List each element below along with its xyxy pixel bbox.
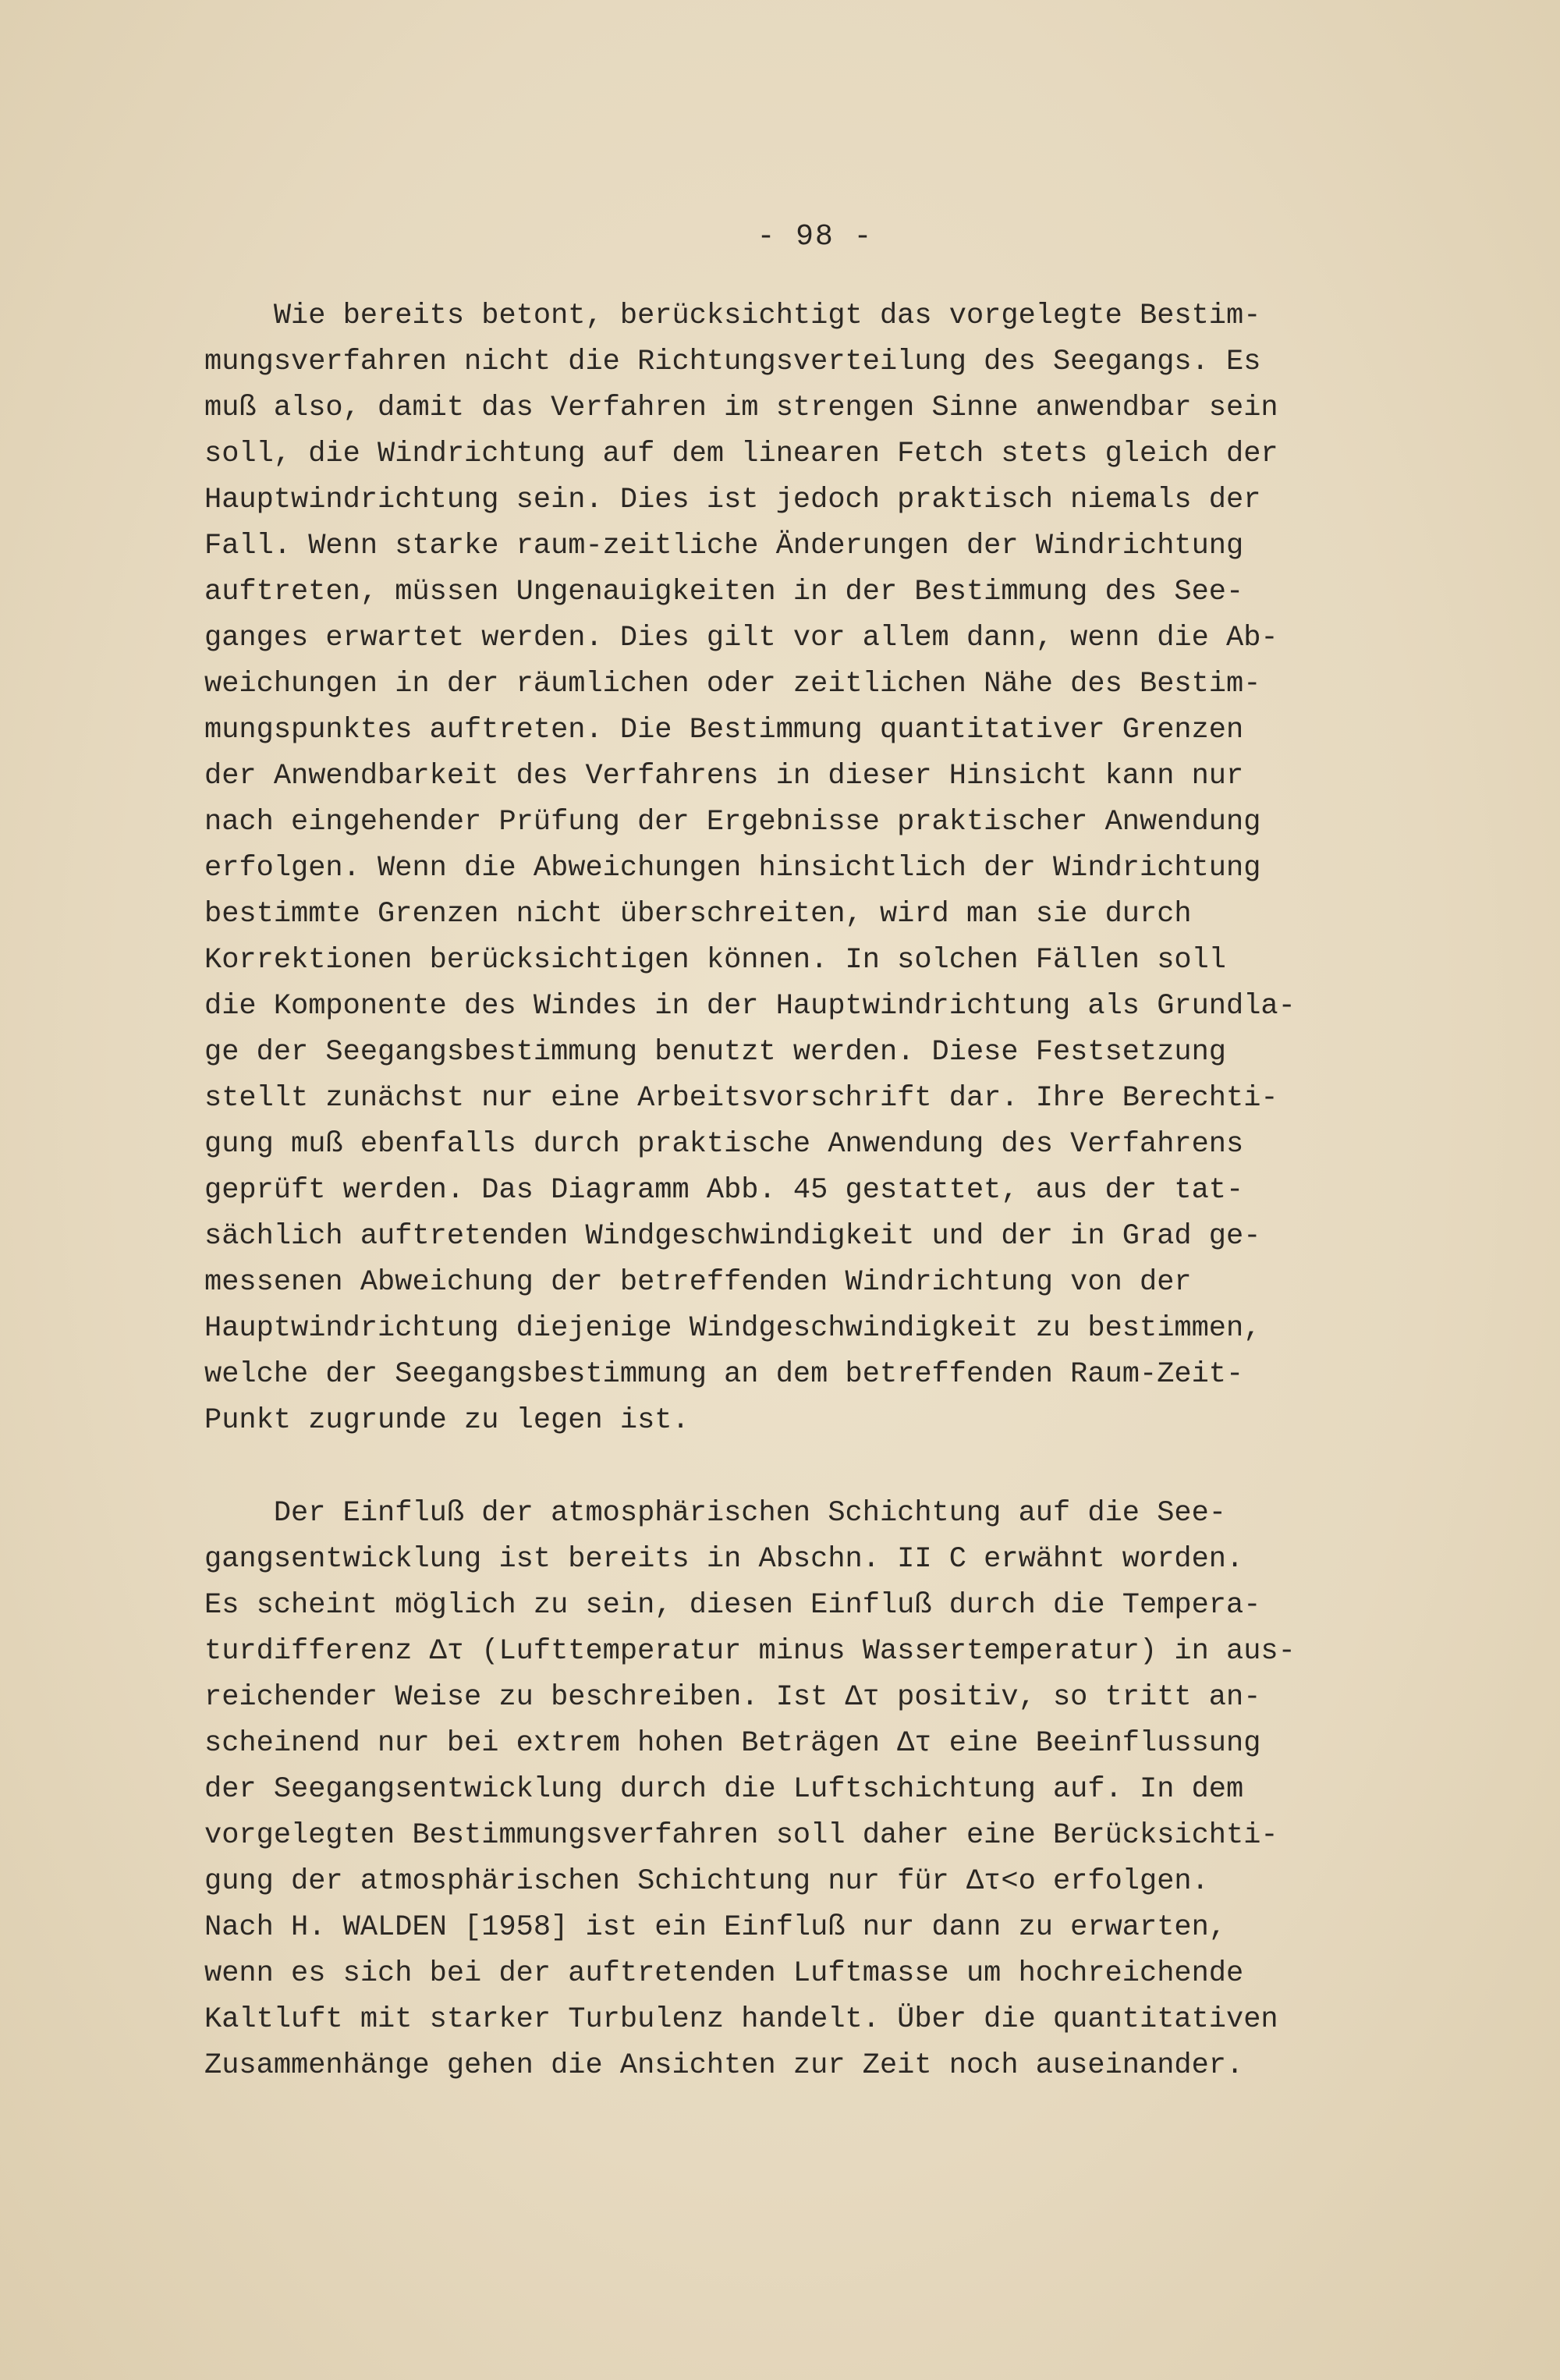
text-line: ge der Seegangsbestimmung benutzt werden. Diese Festsetzung <box>204 1036 1227 1069</box>
text-line: bestimmte Grenzen nicht überschreiten, wird man sie durch <box>204 898 1192 931</box>
text-line: Wie bereits betont, berücksichtigt das vorgelegte Bestim- <box>204 300 1261 332</box>
text-line: gung muß ebenfalls durch praktische Anwendung des Verfahrens <box>204 1128 1244 1161</box>
text-line: messenen Abweichung der betreffenden Windrichtung von der <box>204 1266 1192 1299</box>
text-line: mungspunktes auftreten. Die Bestimmung quantitativer Grenzen <box>204 714 1244 747</box>
text-line: scheinend nur bei extrem hohen Beträgen Δτ eine Beeinflussung <box>204 1727 1261 1760</box>
text-line: Nach H. WALDEN [1958] ist ein Einfluß nur dann zu erwarten, <box>204 1911 1227 1944</box>
paragraph-1 <box>204 293 1406 1444</box>
text-line: welche der Seegangsbestimmung an dem betreffenden Raum-Zeit- <box>204 1358 1244 1391</box>
text-line: vorgelegten Bestimmungsverfahren soll daher eine Berücksichti- <box>204 1819 1278 1852</box>
text-line: der Seegangsentwicklung durch die Luftschichtung auf. In dem <box>204 1773 1244 1806</box>
text-line: Hauptwindrichtung diejenige Windgeschwindigkeit zu bestimmen, <box>204 1312 1261 1345</box>
text-line: stellt zunächst nur eine Arbeitsvorschrift dar. Ihre Berechti- <box>204 1082 1278 1115</box>
text-line: geprüft werden. Das Diagramm Abb. 45 gestattet, aus der tat- <box>204 1174 1244 1207</box>
text-line: reichender Weise zu beschreiben. Ist Δτ positiv, so tritt an- <box>204 1681 1261 1714</box>
text-line: nach eingehender Prüfung der Ergebnisse praktischer Anwendung <box>204 806 1261 839</box>
text-line: die Komponente des Windes in der Hauptwindrichtung als Grundla- <box>204 990 1296 1023</box>
paragraph-2 <box>204 1491 1406 2089</box>
text-line: soll, die Windrichtung auf dem linearen Fetch stets gleich der <box>204 438 1278 470</box>
text-line: Punkt zugrunde zu legen ist. <box>204 1404 690 1437</box>
text-line: Korrektionen berücksichtigen können. In solchen Fällen soll <box>204 944 1227 977</box>
text-line: Der Einfluß der atmosphärischen Schichtung auf die See- <box>204 1497 1227 1530</box>
page-number: - 98 - <box>757 220 874 254</box>
text-line: mungsverfahren nicht die Richtungsverteilung des Seegangs. Es <box>204 346 1261 378</box>
text-line: ganges erwartet werden. Dies gilt vor allem dann, wenn die Ab- <box>204 622 1278 654</box>
text-line: muß also, damit das Verfahren im strengen Sinne anwendbar sein <box>204 392 1278 424</box>
text-line: erfolgen. Wenn die Abweichungen hinsichtlich der Windrichtung <box>204 852 1261 885</box>
text-line: Kaltluft mit starker Turbulenz handelt. Über die quantitativen <box>204 2003 1278 2036</box>
text-line: Zusammenhänge gehen die Ansichten zur Zeit noch auseinander. <box>204 2049 1244 2082</box>
text-line: Fall. Wenn starke raum-zeitliche Änderungen der Windrichtung <box>204 530 1244 562</box>
text-line: Hauptwindrichtung sein. Dies ist jedoch praktisch niemals der <box>204 484 1261 516</box>
text-line: weichungen in der räumlichen oder zeitlichen Nähe des Bestim- <box>204 668 1261 701</box>
text-line: gung der atmosphärischen Schichtung nur für Δτ<o erfolgen. <box>204 1865 1209 1898</box>
text-line: sächlich auftretenden Windgeschwindigkeit und der in Grad ge- <box>204 1220 1261 1253</box>
text-line: der Anwendbarkeit des Verfahrens in dieser Hinsicht kann nur <box>204 760 1244 793</box>
text-line: auftreten, müssen Ungenauigkeiten in der Bestimmung des See- <box>204 576 1244 608</box>
text-line: turdifferenz Δτ (Lufttemperatur minus Wassertemperatur) in aus- <box>204 1635 1296 1668</box>
text-line: wenn es sich bei der auftretenden Luftmasse um hochreichende <box>204 1957 1244 1990</box>
text-line: Es scheint möglich zu sein, diesen Einfluß durch die Tempera- <box>204 1589 1261 1622</box>
text-line: gangsentwicklung ist bereits in Abschn. II C erwähnt worden. <box>204 1543 1244 1576</box>
